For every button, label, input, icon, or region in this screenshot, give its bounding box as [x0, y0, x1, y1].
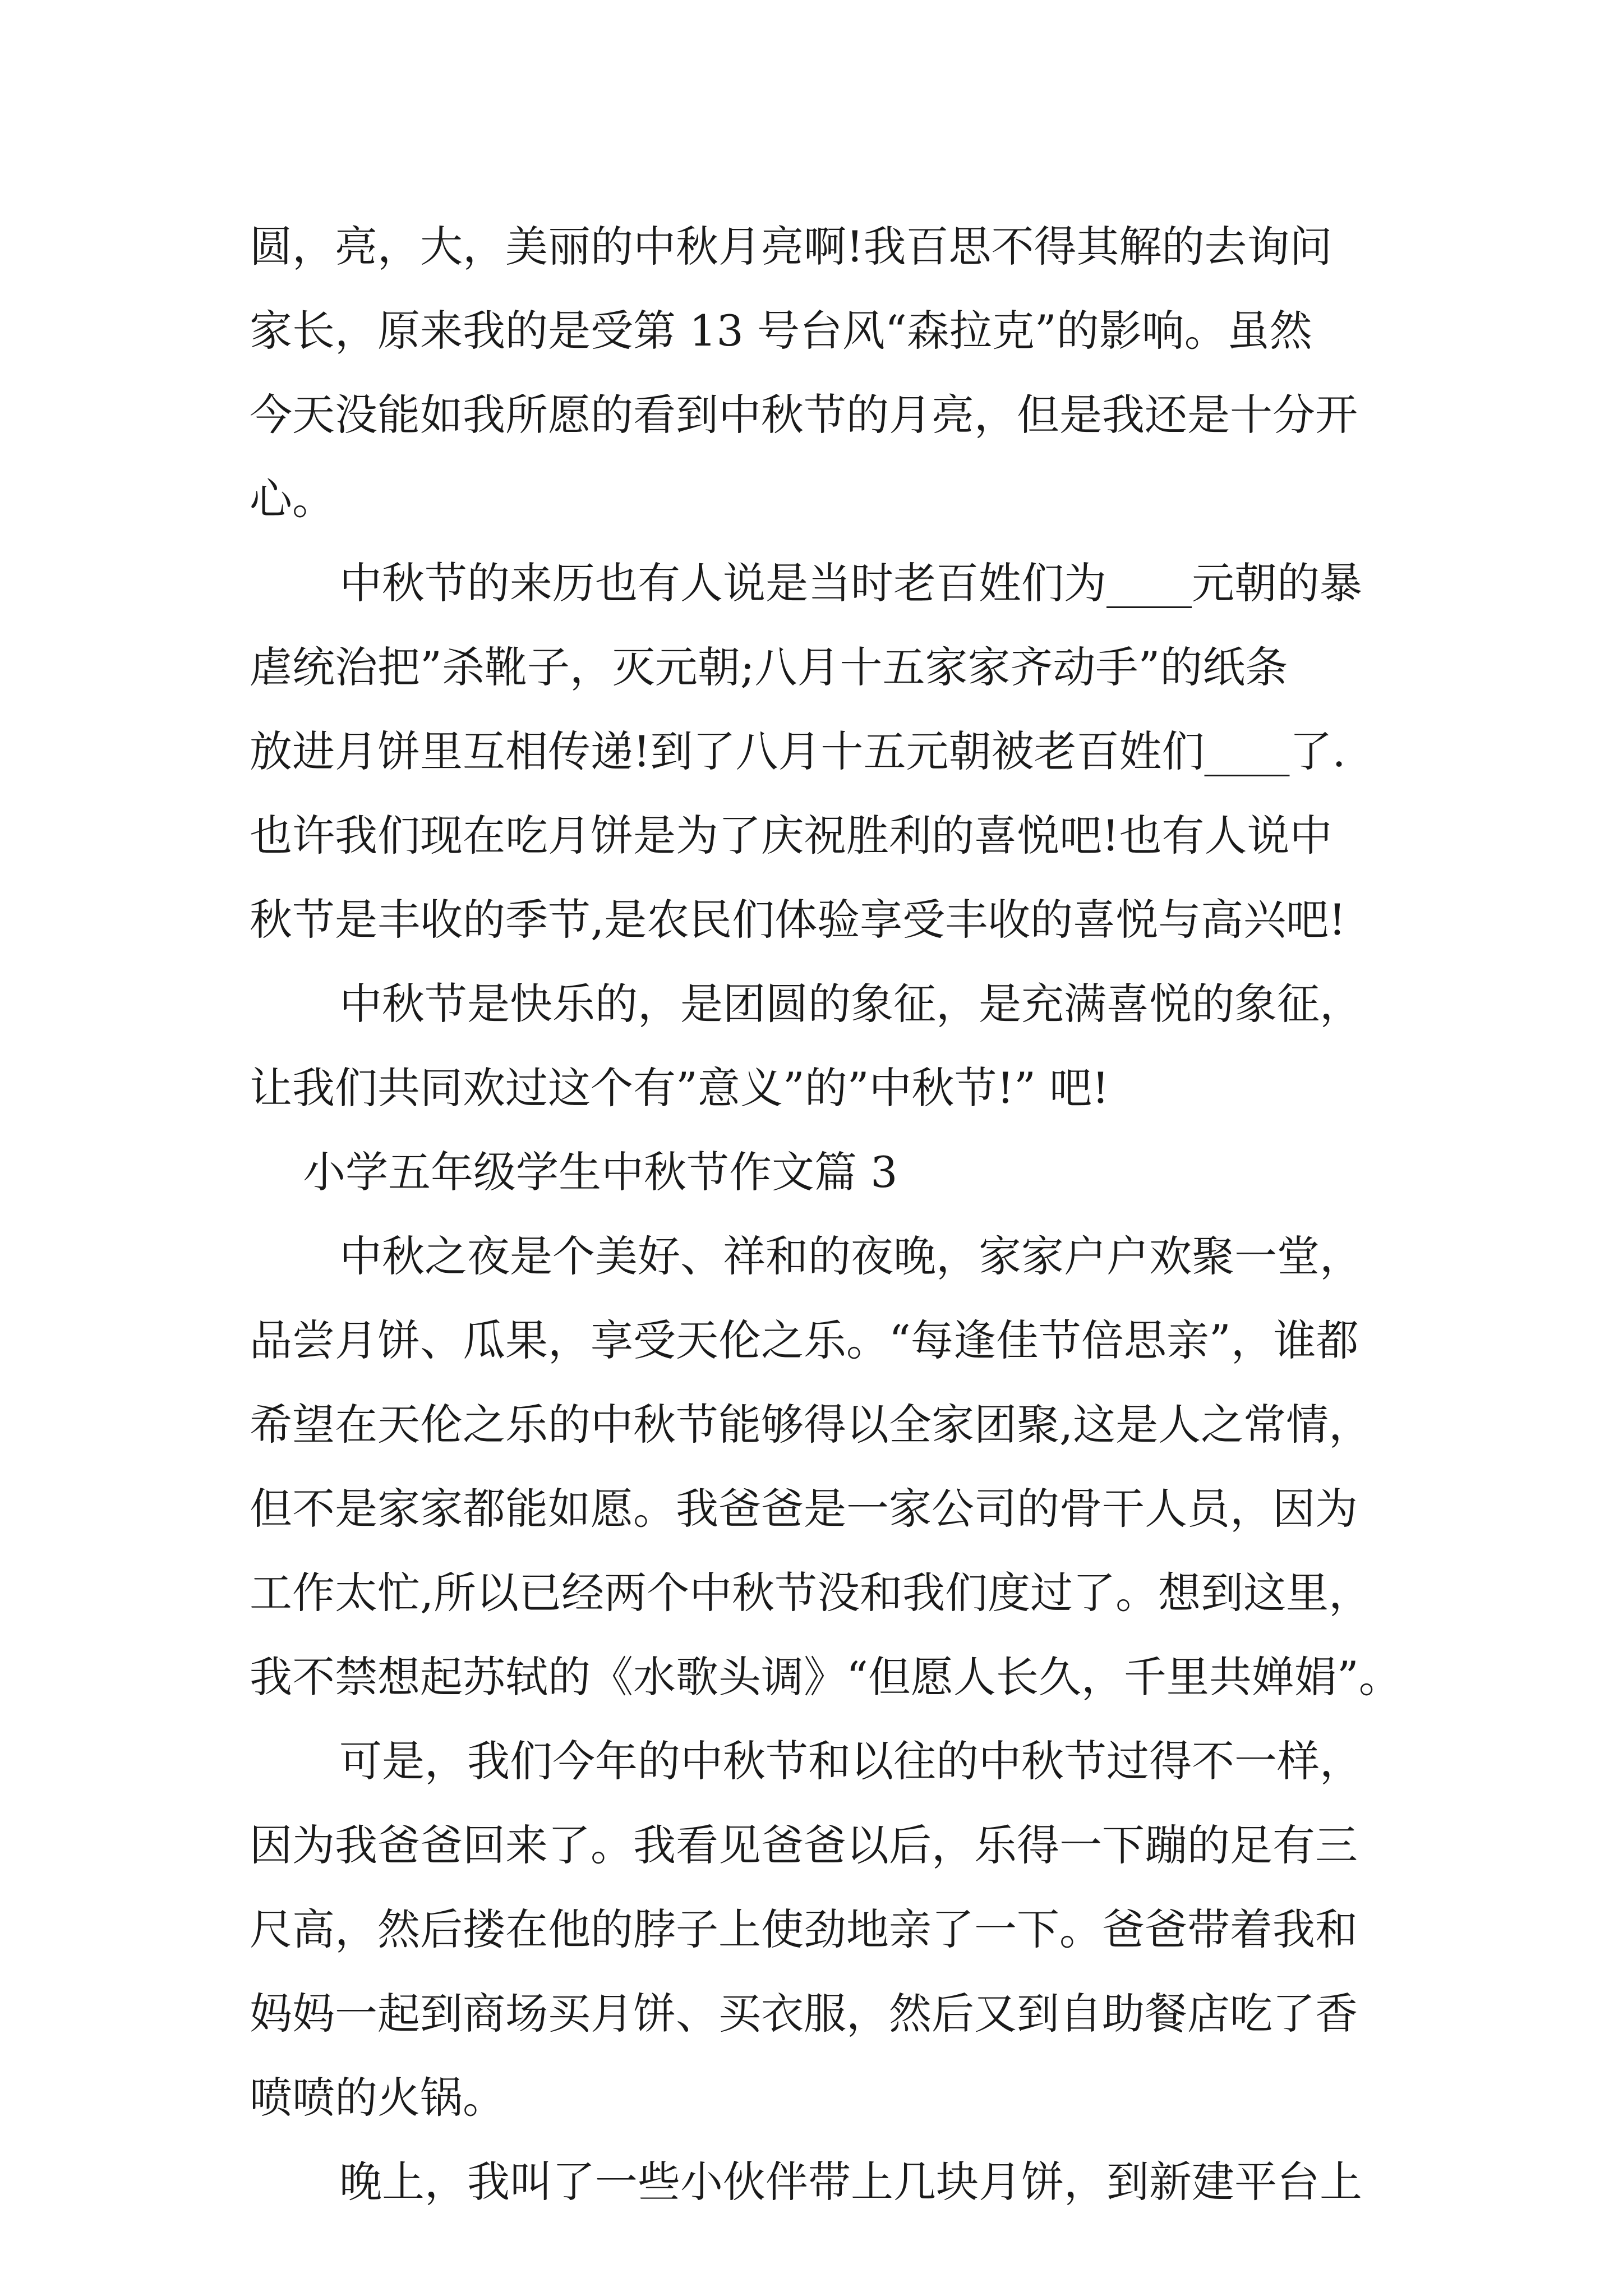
text-line: 让我们共同欢过这个有”意义”的”中秋节!” 吧!: [250, 1063, 1109, 1113]
text-line: 今天没能如我所愿的看到中秋节的月亮，但是我还是十分开: [250, 390, 1358, 440]
text-line: 工作太忙,所以已经两个中秋节没和我们度过了。想到这里，: [250, 1568, 1372, 1618]
text-line: 晚上，我叫了一些小伙伴带上几块月饼，到新建平台上: [339, 2157, 1362, 2207]
section-heading: 小学五年级学生中秋节作文篇 3: [303, 1147, 898, 1197]
text-line: 因为我爸爸回来了。我看见爸爸以后，乐得一下蹦的足有三: [250, 1820, 1358, 1870]
text-line: 妈妈一起到商场买月饼、买衣服，然后又到自助餐店吃了香: [250, 1989, 1358, 2039]
text-line: 中秋之夜是个美好、祥和的夜晚，家家户户欢聚一堂，: [339, 1231, 1362, 1281]
text-line: 也许我们现在吃月饼是为了庆祝胜利的喜悦吧!也有人说中: [250, 811, 1332, 861]
text-line: 我不禁想起苏轼的《水歌头调》“但愿人长久，千里共婵娟”。: [250, 1652, 1401, 1702]
text-line: 可是，我们今年的中秋节和以往的中秋节过得不一样，: [339, 1736, 1362, 1786]
text-line: 圆，亮，大，美丽的中秋月亮啊!我百思不得其解的去询问: [250, 222, 1332, 272]
text-line: 中秋节的来历也有人说是当时老百姓们为____元朝的暴: [339, 558, 1362, 608]
text-line: 中秋节是快乐的，是团圆的象征，是充满喜悦的象征，: [339, 979, 1362, 1029]
text-line: 秋节是丰收的季节,是农民们体验享受丰收的喜悦与高兴吧!: [250, 895, 1346, 945]
text-line: 品尝月饼、瓜果，享受天伦之乐。“每逢佳节倍思亲”，谁都: [250, 1315, 1359, 1365]
text-line: 心。: [250, 474, 335, 524]
text-line: 尺高，然后搂在他的脖子上使劲地亲了一下。爸爸带着我和: [250, 1904, 1358, 1954]
text-line: 但不是家家都能如愿。我爸爸是一家公司的骨干人员，因为: [250, 1484, 1358, 1534]
text-line: 希望在天伦之乐的中秋节能够得以全家团聚,这是人之常情，: [250, 1400, 1372, 1450]
text-line: 喷喷的火锅。: [250, 2073, 505, 2123]
text-line: 虐统治把”杀靴子，灭元朝;八月十五家家齐动手”的纸条: [250, 642, 1288, 692]
text-line: 家长，原来我的是受第 13 号台风“森拉克”的影响。虽然: [250, 306, 1312, 356]
text-line: 放进月饼里互相传递!到了八月十五元朝被老百姓们____了.: [250, 726, 1346, 776]
